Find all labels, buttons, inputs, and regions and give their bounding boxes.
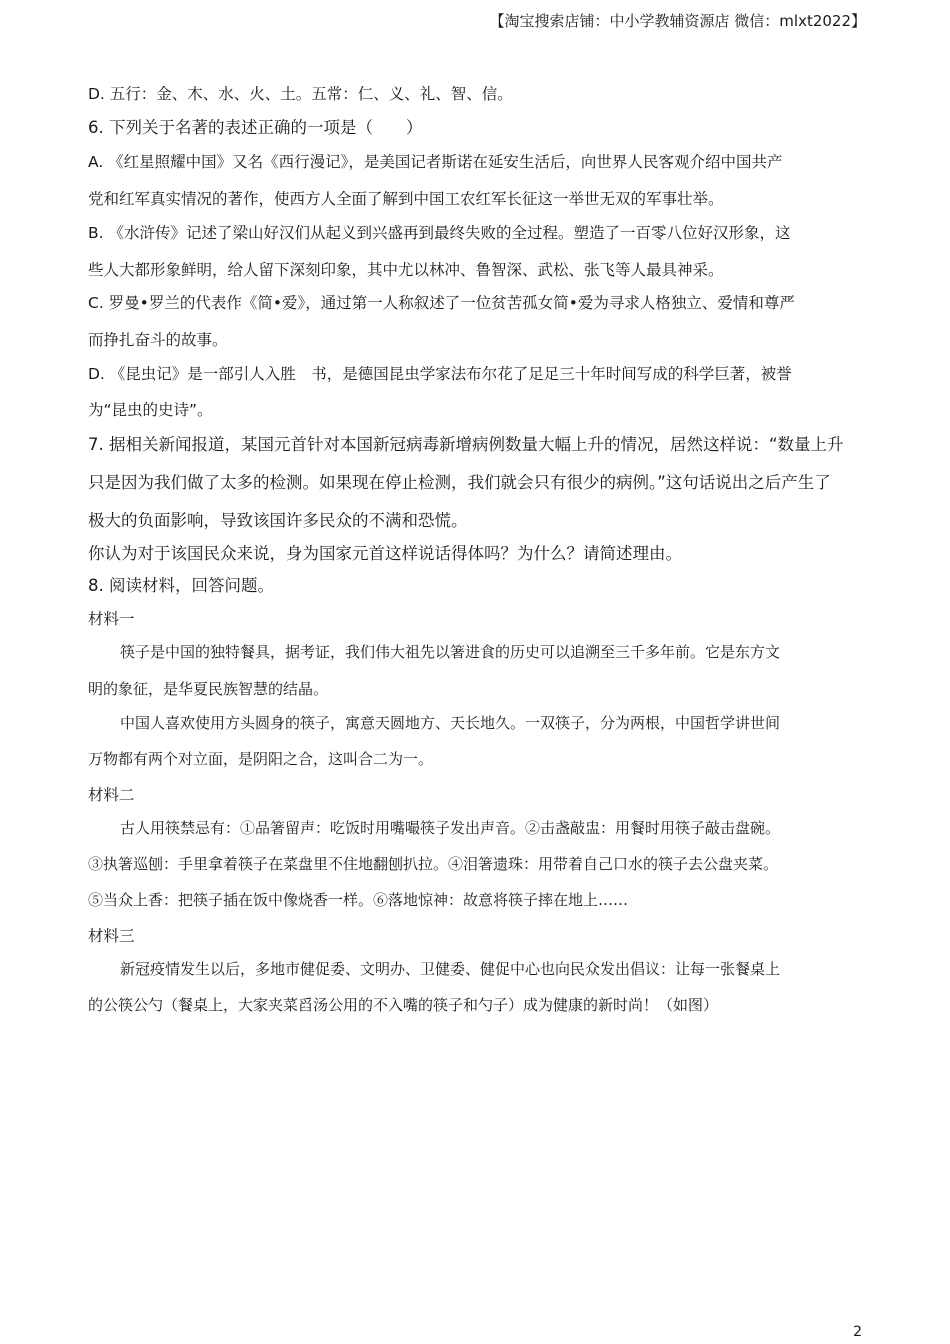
- text-line: 极大的负面影响，导致该国许多民众的不满和恐慌。: [88, 511, 468, 530]
- text-line: 些人大都形象鲜明，给人留下深刻印象，其中尤以林冲、鲁智深、武松、张飞等人最具神采。: [88, 261, 724, 279]
- text-line: 为“昆虫的史诗”。: [88, 401, 213, 419]
- question-8: 8. 阅读材料，回答问题。: [88, 576, 274, 595]
- material-3-title: 材料三: [88, 927, 135, 945]
- text-line: 中国人喜欢使用方头圆身的筷子，寓意天圆地方、天长地久。一双筷子，分为两根，中国哲学讲世间: [120, 714, 781, 732]
- text-line: 筷子是中国的独特餐具，据考证，我们伟大祖先以箸进食的历史可以追溯至三千多年前。它是东方文: [120, 643, 781, 661]
- text-line: 党和红军真实情况的著作，使西方人全面了解到中国工农红军长征这一举世无双的军事壮举。: [88, 190, 724, 208]
- question-7-prompt: 你认为对于该国民众来说，身为国家元首这样说话得体吗？为什么？请简述理由。: [88, 544, 682, 563]
- text-line: ⑤当众上香：把筷子插在饭中像烧香一样。⑥落地惊神：故意将筷子摔在地上……: [88, 891, 629, 909]
- text-line: 的公筷公勺（餐桌上，大家夹菜舀汤公用的不入嘴的筷子和勺子）成为健康的新时尚！（如图）: [88, 996, 719, 1014]
- text-line: 而挣扎奋斗的故事。: [88, 331, 228, 349]
- option-c: C. 罗曼•罗兰的代表作《简•爱》，通过第一人称叙述了一位贫苦孤女简•爱为寻求人格独立、爱情和尊严: [88, 294, 795, 312]
- text-line: 古人用筷禁忌有：①品箸留声：吃饭时用嘴嘬筷子发出声音。②击盏敲盅：用餐时用筷子敲击盘碗。: [120, 819, 781, 837]
- text-line: ③执箸巡刨：手里拿着筷子在菜盘里不住地翻刨扒拉。④泪箸遗珠：用带着自己口水的筷子去公盘夹菜。: [88, 855, 779, 873]
- text-line: D. 五行：金、木、水、火、土。五常：仁、义、礼、智、信。: [88, 85, 513, 103]
- material-2-title: 材料二: [88, 786, 135, 804]
- option-b: B. 《水浒传》记述了梁山好汉们从起义到兴盛再到最终失败的全过程。塑造了一百零八位好汉形象，这: [88, 224, 791, 242]
- option-d: D. 《昆虫记》是一部引人入胜 书，是德国昆虫学家法布尔花了足足三十年时间写成的科学巨著，被誉: [88, 365, 792, 383]
- question-7: 7. 据相关新闻报道，某国元首针对本国新冠病毒新增病例数量大幅上升的情况，居然这样说：“数量上升: [88, 435, 844, 454]
- text-line: 新冠疫情发生以后，多地市健促委、文明办、卫健委、健促中心也向民众发出倡议：让每一张餐桌上: [120, 960, 781, 978]
- text-line: 万物都有两个对立面，是阴阳之合，这叫合二为一。: [88, 750, 434, 768]
- page-number: 2: [853, 1324, 862, 1340]
- text-line: 明的象征，是华夏民族智慧的结晶。: [88, 680, 329, 698]
- page-header: 【淘宝搜索店铺：中小学教辅资源店 微信：mlxt2022】: [489, 12, 866, 30]
- question-6: 6. 下列关于名著的表述正确的一项是（ ）: [88, 118, 423, 137]
- material-1-title: 材料一: [88, 610, 135, 628]
- text-line: 只是因为我们做了太多的检测。如果现在停止检测，我们就会只有很少的病例。”这句话说出之后产生了: [88, 473, 831, 492]
- option-a: A. 《红星照耀中国》又名《西行漫记》，是美国记者斯诺在延安生活后，向世界人民客观介绍中国共产: [88, 153, 783, 171]
